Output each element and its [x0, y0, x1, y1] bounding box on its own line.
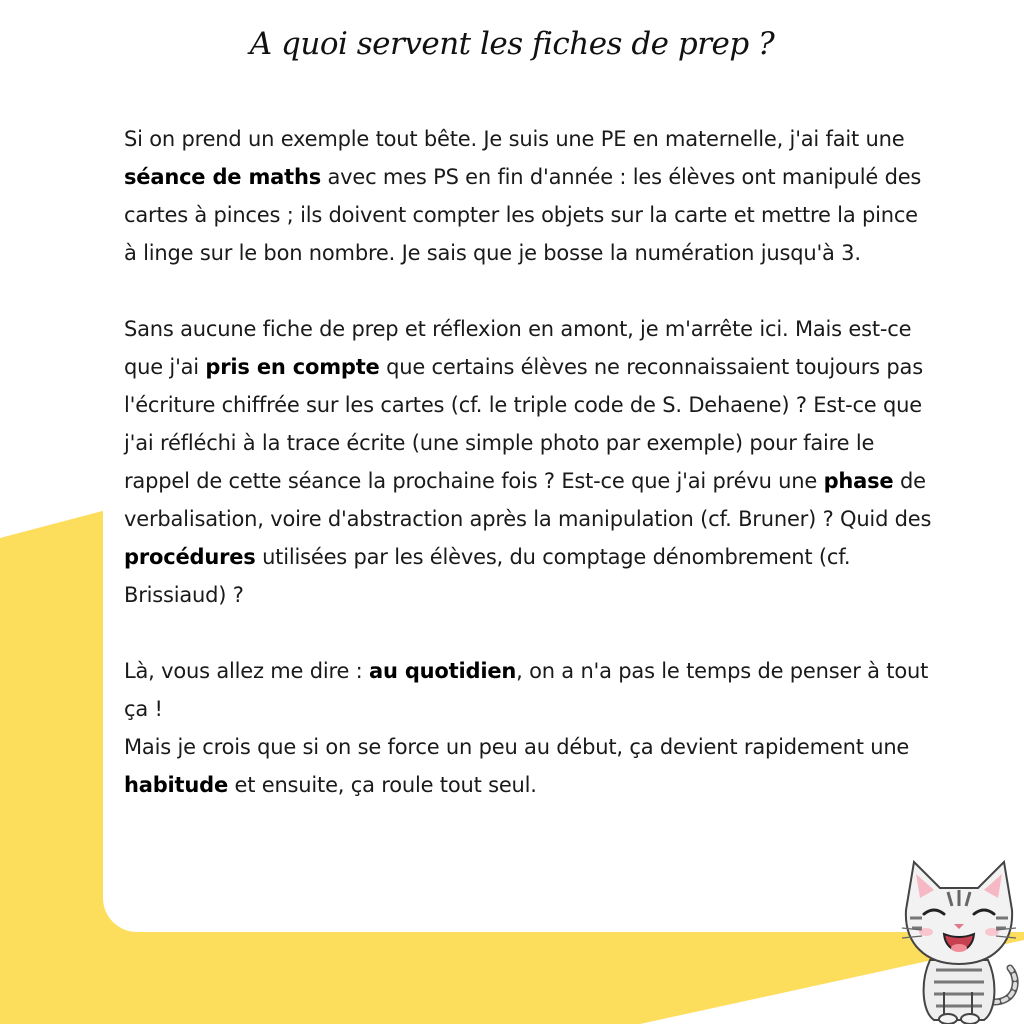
- page-title: A quoi servent les fiches de prep ?: [249, 26, 775, 62]
- paragraph-text: avec mes PS en fin d'année : les élèves ont manipulé des cartes à pinces ; ils doivent compter les objets sur la carte et mettre la pince à linge sur le bon nombre. Je sais que je bosse la numération jusqu'à 3.: [124, 165, 922, 265]
- bold-term: séance de maths: [124, 165, 321, 189]
- bold-term: procédures: [124, 545, 256, 569]
- cat-illustration-icon: [892, 852, 1024, 1024]
- content-body: [124, 120, 934, 804]
- paragraph-1: [124, 120, 934, 272]
- paragraph-text: Là, vous allez me dire :: [124, 659, 370, 683]
- paragraph-text: et ensuite, ça roule tout seul.: [228, 773, 537, 797]
- paragraph-text: , on a n'a pas le temps de penser à tout ça !: [124, 659, 929, 721]
- paragraph-3: [124, 652, 934, 804]
- bold-term: pris en compte: [205, 355, 380, 379]
- paragraph-2: [124, 310, 934, 614]
- paragraph-text: Si on prend un exemple tout bête. Je suis une PE en maternelle, j'ai fait une: [124, 127, 905, 151]
- bold-term: phase: [823, 469, 894, 493]
- paragraph-text: Mais je crois que si on se force un peu au début, ça devient rapidement une: [124, 735, 910, 759]
- paragraph-text: utilisées par les élèves, du comptage dénombrement (cf. Brissiaud) ?: [124, 545, 851, 607]
- bold-term: au quotidien: [369, 659, 517, 683]
- paragraph-text: que certains élèves ne reconnaissaient toujours pas l'écriture chiffrée sur les cartes (cf. le triple code de S. Dehaene) ? Est-ce que j'ai réfléchi à la trace écrite (une simple photo par exemple) pour faire le rappel de cette séance la prochaine fois ? Est-ce que j'ai prévu une: [124, 355, 923, 493]
- paragraph-text: Sans aucune fiche de prep et réflexion en amont, je m'arrête ici. Mais est-ce que j'ai: [124, 317, 912, 379]
- bold-term: habitude: [124, 773, 229, 797]
- paragraph-text: de verbalisation, voire d'abstraction après la manipulation (cf. Bruner) ? Quid des: [124, 469, 932, 531]
